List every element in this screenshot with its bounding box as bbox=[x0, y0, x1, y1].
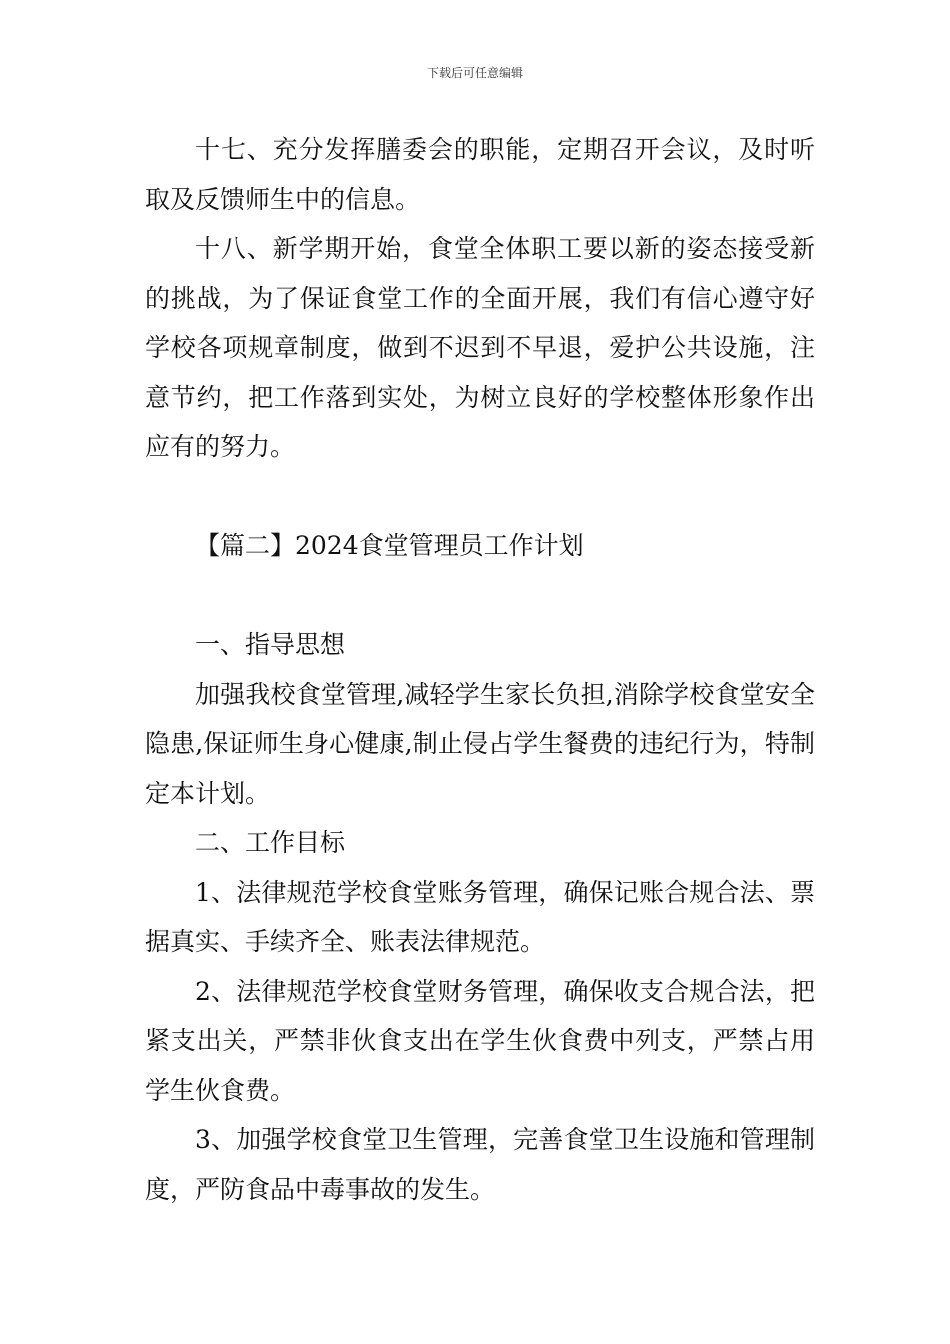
paragraph-goal-1: 1、法律规范学校食堂账务管理，确保记账合规合法、票据真实、手续齐全、账表法律规范。 bbox=[145, 877, 815, 956]
paragraph-item-17: 十七、充分发挥膳委会的职能，定期召开会议，及时听取及反馈师生中的信息。 bbox=[145, 135, 815, 214]
document-body bbox=[145, 125, 815, 1214]
section-title: 【篇二】2024食堂管理员工作计划 bbox=[195, 531, 584, 560]
paragraph-item-18: 十八、新学期开始，食堂全体职工要以新的姿态接受新的挑战，为了保证食堂工作的全面开展，我们有信心遵守好学校各项规章制度，做到不迟到不早退，爱护公共设施，注意节约，把工作落到实处，为树立良好的学校整体形象作出应有的努力。 bbox=[145, 234, 815, 461]
header-note: 下载后可任意编辑 bbox=[426, 66, 523, 80]
heading-guiding-ideology: 一、指导思想 bbox=[195, 630, 346, 659]
paragraph-goal-2: 2、法律规范学校食堂财务管理，确保收支合规合法，把紧支出关，严禁非伙食支出在学生伙食费中列支，严禁占用学生伙食费。 bbox=[145, 976, 815, 1105]
paragraph-guiding-ideology: 加强我校食堂管理,减轻学生家长负担,消除学校食堂安全隐患,保证师生身心健康,制止侵占学生餐费的违纪行为，特制定本计划。 bbox=[145, 679, 815, 808]
heading-work-goals: 二、工作目标 bbox=[195, 828, 346, 857]
paragraph-goal-3: 3、加强学校食堂卫生管理，完善食堂卫生设施和管理制度，严防食品中毒事故的发生。 bbox=[145, 1125, 815, 1204]
